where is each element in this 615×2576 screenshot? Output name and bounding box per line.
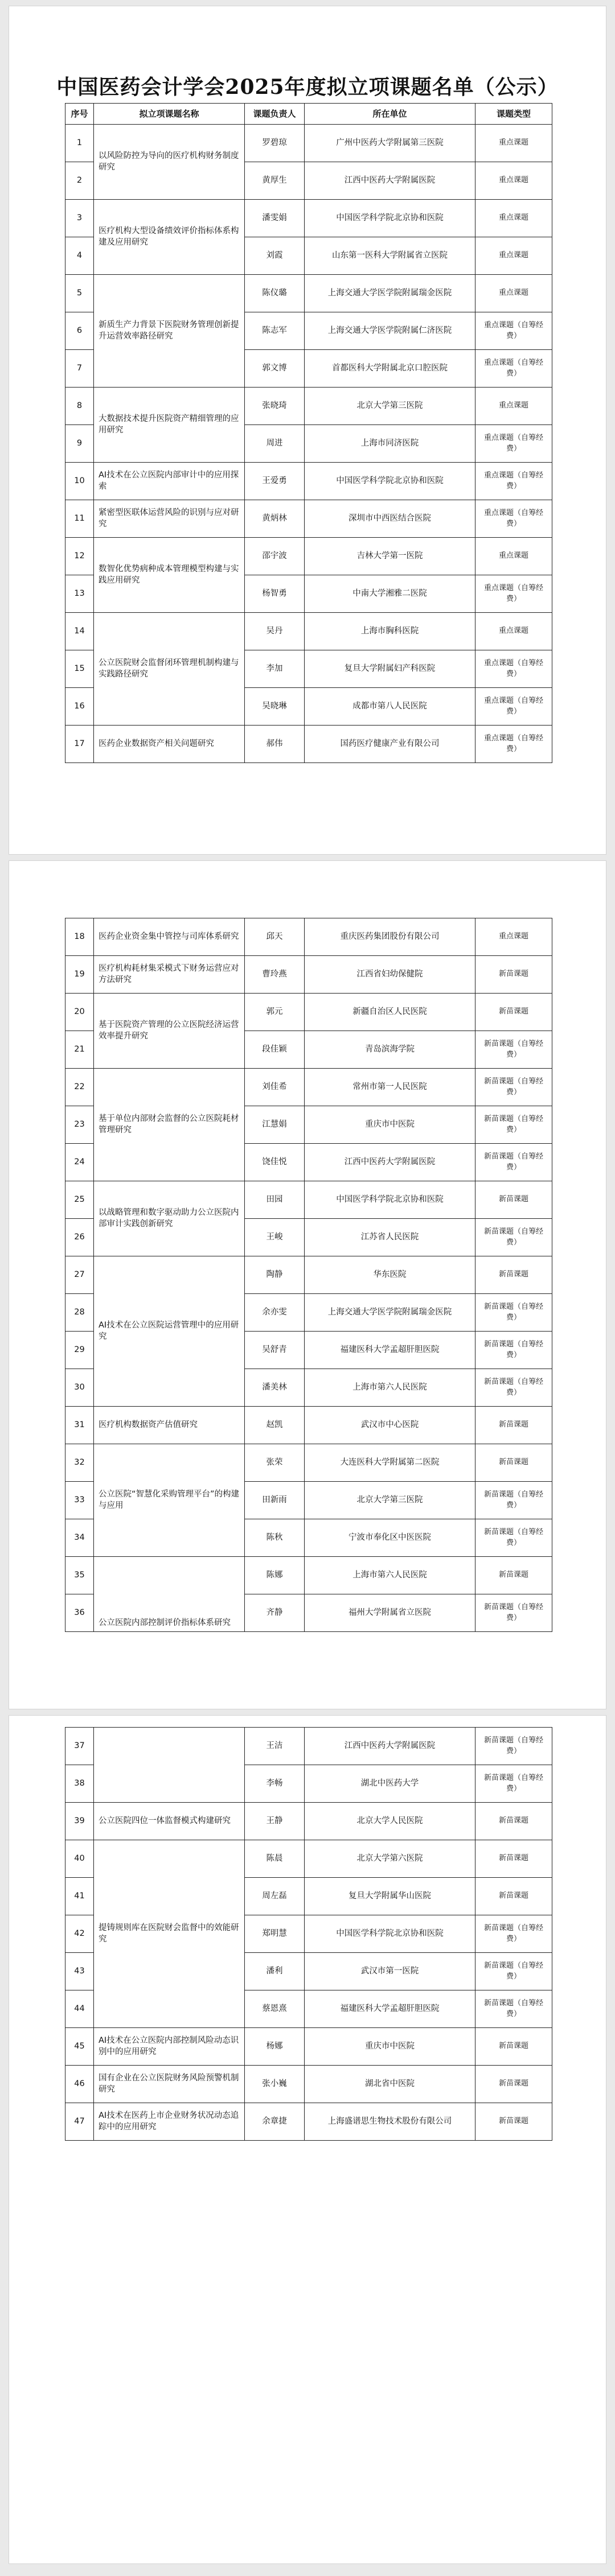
row-lead: 田园 [245, 1181, 305, 1219]
project-table-page-2 [65, 918, 552, 1632]
topic-cell: AI技术在医药上市企业财务状况动态追踪中的应用研究 [94, 2103, 245, 2141]
row-no: 40 [65, 1840, 94, 1878]
row-unit: 北京大学第三医院 [305, 388, 475, 425]
row-type: 新苗课题（自筹经费） [475, 1144, 552, 1181]
row-no: 14 [65, 613, 94, 650]
row-unit: 江西中医药大学附属医院 [305, 1728, 475, 1765]
row-lead: 杨娜 [245, 2028, 305, 2066]
row-no: 4 [65, 237, 94, 275]
row-no: 35 [65, 1557, 94, 1594]
document-title: 中国医药会计学会2025年度拟立项课题名单（公示） [56, 75, 559, 99]
row-unit: 北京大学第三医院 [305, 1482, 475, 1519]
row-unit: 上海交通大学医学院附属仁济医院 [305, 312, 475, 350]
row-unit: 上海交通大学医学院附属瑞金医院 [305, 275, 475, 312]
row-lead: 段佳颖 [245, 1031, 305, 1069]
row-type: 新苗课题（自筹经费） [475, 1219, 552, 1256]
row-type: 重点课题（自筹经费） [475, 575, 552, 613]
row-unit: 中国医学科学院北京协和医院 [305, 200, 475, 237]
row-no: 30 [65, 1369, 94, 1407]
table-row [65, 1728, 552, 1765]
row-type: 新苗课题（自筹经费） [475, 1765, 552, 1803]
row-no: 28 [65, 1294, 94, 1332]
row-unit: 成都市第八人民医院 [305, 688, 475, 726]
row-type: 新苗课题（自筹经费） [475, 1990, 552, 2028]
row-unit: 湖北省中医院 [305, 2066, 475, 2103]
row-unit: 复旦大学附属华山医院 [305, 1878, 475, 1915]
table-row [65, 125, 552, 162]
row-unit: 上海交通大学医学院附属瑞金医院 [305, 1294, 475, 1332]
row-unit: 青岛滨海学院 [305, 1031, 475, 1069]
row-no: 25 [65, 1181, 94, 1219]
row-lead: 刘佳希 [245, 1069, 305, 1106]
row-no: 46 [65, 2066, 94, 2103]
project-table-page-1 [65, 103, 552, 763]
header-unit: 所在单位 [305, 104, 475, 125]
row-type: 新苗课题（自筹经费） [475, 1519, 552, 1557]
table-row [65, 1444, 552, 1482]
topic-cell: 紧密型医联体运营风险的识别与应对研究 [94, 500, 245, 538]
row-unit: 广州中医药大学附属第三医院 [305, 125, 475, 162]
topic-cell-continued [94, 1728, 245, 1803]
row-no: 34 [65, 1519, 94, 1557]
row-no: 11 [65, 500, 94, 538]
row-lead: 郝伟 [245, 726, 305, 763]
topic-cell: 医疗机构耗材集采模式下财务运营应对方法研究 [94, 956, 245, 994]
row-lead: 周左磊 [245, 1878, 305, 1915]
topic-cell: 医疗机构大型设备绩效评价指标体系构建及应用研究 [94, 200, 245, 275]
row-lead: 张荣 [245, 1444, 305, 1482]
row-unit: 重庆市中医院 [305, 2028, 475, 2066]
table-row [65, 1181, 552, 1219]
row-no: 41 [65, 1878, 94, 1915]
row-no: 16 [65, 688, 94, 726]
row-no: 10 [65, 463, 94, 500]
topic-cell: 公立医院财会监督闭环管理机制构建与实践路径研究 [94, 613, 245, 726]
row-no: 39 [65, 1803, 94, 1840]
table-row [65, 1557, 552, 1594]
row-lead: 李加 [245, 650, 305, 688]
row-no: 6 [65, 312, 94, 350]
topic-cell: 新质生产力背景下医院财务管理创新提升运营效率路径研究 [94, 275, 245, 388]
row-lead: 吴舒青 [245, 1332, 305, 1369]
row-lead: 田新雨 [245, 1482, 305, 1519]
row-type: 新苗课题 [475, 1840, 552, 1878]
row-type: 新苗课题 [475, 2028, 552, 2066]
topic-cell: 公立医院“智慧化采购管理平台”的构建与应用 [94, 1444, 245, 1557]
row-type: 重点课题（自筹经费） [475, 463, 552, 500]
table-row [65, 918, 552, 956]
row-lead: 刘霞 [245, 237, 305, 275]
topic-cell: 公立医院四位一体监督模式构建研究 [94, 1803, 245, 1840]
row-lead: 陈晨 [245, 1840, 305, 1878]
row-type: 新苗课题 [475, 2103, 552, 2141]
row-lead: 饶佳悦 [245, 1144, 305, 1181]
row-no: 43 [65, 1953, 94, 1990]
row-unit: 江西中医药大学附属医院 [305, 162, 475, 200]
row-type: 重点课题 [475, 200, 552, 237]
table-row [65, 200, 552, 237]
row-lead: 郑明慧 [245, 1915, 305, 1953]
row-no: 27 [65, 1256, 94, 1294]
row-unit: 福建医科大学孟超肝胆医院 [305, 1332, 475, 1369]
row-type: 新苗课题 [475, 1407, 552, 1444]
document-page-2 [9, 860, 606, 1709]
table-row [65, 1803, 552, 1840]
row-type: 新苗课题 [475, 2066, 552, 2103]
row-no: 19 [65, 956, 94, 994]
row-type: 重点课题 [475, 162, 552, 200]
row-type: 新苗课题 [475, 1803, 552, 1840]
row-unit: 湖北中医药大学 [305, 1765, 475, 1803]
row-no: 37 [65, 1728, 94, 1765]
row-lead: 杨智勇 [245, 575, 305, 613]
row-unit: 中国医学科学院北京协和医院 [305, 1181, 475, 1219]
row-lead: 黄炳林 [245, 500, 305, 538]
row-unit: 大连医科大学附属第二医院 [305, 1444, 475, 1482]
topic-cell: 提铸规则库在医院财会监督中的效能研究 [94, 1840, 245, 2028]
row-type: 新苗课题（自筹经费） [475, 1728, 552, 1765]
row-unit: 江西省妇幼保健院 [305, 956, 475, 994]
row-type: 新苗课题（自筹经费） [475, 1031, 552, 1069]
row-no: 23 [65, 1106, 94, 1144]
row-type: 重点课题 [475, 918, 552, 956]
row-lead: 余章捷 [245, 2103, 305, 2141]
row-unit: 国药医疗健康产业有限公司 [305, 726, 475, 763]
row-lead: 陈志军 [245, 312, 305, 350]
row-type: 新苗课题 [475, 1878, 552, 1915]
row-no: 32 [65, 1444, 94, 1482]
row-unit: 北京大学第六医院 [305, 1840, 475, 1878]
row-type: 新苗课题 [475, 1444, 552, 1482]
row-lead: 陈秋 [245, 1519, 305, 1557]
row-lead: 曹玲燕 [245, 956, 305, 994]
topic-cell: 基于医院资产管理的公立医院经济运营效率提升研究 [94, 994, 245, 1069]
row-type: 重点课题（自筹经费） [475, 312, 552, 350]
row-no: 22 [65, 1069, 94, 1106]
row-no: 26 [65, 1219, 94, 1256]
row-type: 重点课题（自筹经费） [475, 726, 552, 763]
row-type: 新苗课题 [475, 1181, 552, 1219]
row-lead: 潘雯娟 [245, 200, 305, 237]
row-no: 13 [65, 575, 94, 613]
row-no: 33 [65, 1482, 94, 1519]
table-row [65, 2066, 552, 2103]
row-type: 新苗课题（自筹经费） [475, 1069, 552, 1106]
row-lead: 王静 [245, 1803, 305, 1840]
table-row [65, 1407, 552, 1444]
row-type: 重点课题（自筹经费） [475, 425, 552, 463]
row-no: 5 [65, 275, 94, 312]
table-row [65, 1256, 552, 1294]
row-type: 新苗课题（自筹经费） [475, 1294, 552, 1332]
row-no: 45 [65, 2028, 94, 2066]
row-unit: 深圳市中西医结合医院 [305, 500, 475, 538]
row-lead: 王爱勇 [245, 463, 305, 500]
topic-cell: 医药企业资金集中管控与司库体系研究 [94, 918, 245, 956]
table-row [65, 388, 552, 425]
row-lead: 陶静 [245, 1256, 305, 1294]
row-no: 42 [65, 1915, 94, 1953]
table-row [65, 500, 552, 538]
table-row [65, 275, 552, 312]
row-no: 15 [65, 650, 94, 688]
row-type: 新苗课题（自筹经费） [475, 1369, 552, 1407]
topic-cell: 国有企业在公立医院财务风险预警机制研究 [94, 2066, 245, 2103]
topic-cell: 医药企业数据资产相关问题研究 [94, 726, 245, 763]
row-lead: 郭元 [245, 994, 305, 1031]
row-unit: 常州市第一人民医院 [305, 1069, 475, 1106]
row-unit: 江西中医药大学附属医院 [305, 1144, 475, 1181]
table-row [65, 994, 552, 1031]
row-type: 重点课题（自筹经费） [475, 500, 552, 538]
row-unit: 福州大学附属省立医院 [305, 1594, 475, 1632]
row-type: 新苗课题（自筹经费） [475, 1482, 552, 1519]
topic-cell: 以战略管理和数字驱动助力公立医院内部审计实践创新研究 [94, 1181, 245, 1256]
row-no: 12 [65, 538, 94, 575]
row-unit: 首都医科大学附属北京口腔医院 [305, 350, 475, 388]
row-lead: 李畅 [245, 1765, 305, 1803]
row-unit: 华东医院 [305, 1256, 475, 1294]
row-unit: 复旦大学附属妇产科医院 [305, 650, 475, 688]
row-no: 3 [65, 200, 94, 237]
row-lead: 王洁 [245, 1728, 305, 1765]
table-row [65, 463, 552, 500]
topic-cell: 公立医院内部控制评价指标体系研究 [94, 1557, 245, 1632]
row-lead: 陈仪璐 [245, 275, 305, 312]
table-row [65, 2028, 552, 2066]
row-no: 38 [65, 1765, 94, 1803]
row-unit: 山东第一医科大学附属省立医院 [305, 237, 475, 275]
row-lead: 吴丹 [245, 613, 305, 650]
row-lead: 潘美林 [245, 1369, 305, 1407]
row-lead: 黄厚生 [245, 162, 305, 200]
row-lead: 王峻 [245, 1219, 305, 1256]
header-type: 课题类型 [475, 104, 552, 125]
row-unit: 吉林大学第一医院 [305, 538, 475, 575]
row-lead: 潘利 [245, 1953, 305, 1990]
row-no: 36 [65, 1594, 94, 1632]
row-type: 重点课题 [475, 275, 552, 312]
document-page-3 [9, 1715, 606, 2564]
row-lead: 齐静 [245, 1594, 305, 1632]
row-type: 重点课题 [475, 388, 552, 425]
table-row [65, 613, 552, 650]
row-lead: 余亦雯 [245, 1294, 305, 1332]
row-lead: 周进 [245, 425, 305, 463]
row-no: 29 [65, 1332, 94, 1369]
topic-cell: 医疗机构数据资产估值研究 [94, 1407, 245, 1444]
row-unit: 江苏省人民医院 [305, 1219, 475, 1256]
row-unit: 新疆自治区人民医院 [305, 994, 475, 1031]
row-no: 17 [65, 726, 94, 763]
row-no: 31 [65, 1407, 94, 1444]
row-unit: 宁波市奉化区中医医院 [305, 1519, 475, 1557]
row-type: 新苗课题 [475, 994, 552, 1031]
row-no: 9 [65, 425, 94, 463]
row-unit: 上海市同济医院 [305, 425, 475, 463]
topic-cell: AI技术在公立医院运营管理中的应用研究 [94, 1256, 245, 1407]
table-row [65, 538, 552, 575]
row-lead: 邱天 [245, 918, 305, 956]
row-type: 新苗课题（自筹经费） [475, 1594, 552, 1632]
table-row [65, 726, 552, 763]
row-unit: 上海盛谱思生物技术股份有限公司 [305, 2103, 475, 2141]
row-lead: 张晓琦 [245, 388, 305, 425]
topic-cell: 基于单位内部财会监督的公立医院耗材管理研究 [94, 1069, 245, 1181]
row-no: 8 [65, 388, 94, 425]
row-no: 47 [65, 2103, 94, 2141]
table-row [65, 2103, 552, 2141]
topic-cell: 大数据技术提升医院资产精细管理的应用研究 [94, 388, 245, 463]
row-type: 重点课题（自筹经费） [475, 650, 552, 688]
row-type: 重点课题（自筹经费） [475, 350, 552, 388]
row-unit: 福建医科大学孟超肝胆医院 [305, 1990, 475, 2028]
row-type: 新苗课题 [475, 1557, 552, 1594]
table-row [65, 1840, 552, 1878]
row-unit: 重庆市中医院 [305, 1106, 475, 1144]
row-lead: 陈娜 [245, 1557, 305, 1594]
row-lead: 蔡恩熹 [245, 1990, 305, 2028]
row-type: 新苗课题（自筹经费） [475, 1106, 552, 1144]
row-no: 18 [65, 918, 94, 956]
row-unit: 中国医学科学院北京协和医院 [305, 463, 475, 500]
row-no: 7 [65, 350, 94, 388]
table-header-row [65, 104, 552, 125]
row-type: 重点课题 [475, 125, 552, 162]
row-unit: 重庆医药集团股份有限公司 [305, 918, 475, 956]
row-no: 24 [65, 1144, 94, 1181]
row-type: 重点课题 [475, 237, 552, 275]
row-unit: 上海市第六人民医院 [305, 1369, 475, 1407]
header-lead: 课题负责人 [245, 104, 305, 125]
table-row [65, 956, 552, 994]
row-unit: 北京大学人民医院 [305, 1803, 475, 1840]
row-unit: 武汉市中心医院 [305, 1407, 475, 1444]
row-type: 新苗课题（自筹经费） [475, 1915, 552, 1953]
topic-cell: AI技术在公立医院内部控制风险动态识别中的应用研究 [94, 2028, 245, 2066]
topic-cell: 数智化优势病种成本管理模型构建与实践应用研究 [94, 538, 245, 613]
row-unit: 中国医学科学院北京协和医院 [305, 1915, 475, 1953]
topic-cell: 以风险防控为导向的医疗机构财务制度研究 [94, 125, 245, 200]
document-page-1 [9, 6, 606, 855]
row-no: 2 [65, 162, 94, 200]
row-lead: 邵宇波 [245, 538, 305, 575]
row-lead: 赵凯 [245, 1407, 305, 1444]
row-lead: 吴晓琳 [245, 688, 305, 726]
row-lead: 江慧娟 [245, 1106, 305, 1144]
row-type: 重点课题（自筹经费） [475, 688, 552, 726]
row-unit: 上海市第六人民医院 [305, 1557, 475, 1594]
row-no: 44 [65, 1990, 94, 2028]
row-type: 重点课题 [475, 613, 552, 650]
row-type: 新苗课题 [475, 1256, 552, 1294]
row-type: 新苗课题（自筹经费） [475, 1953, 552, 1990]
row-unit: 上海市胸科医院 [305, 613, 475, 650]
table-row [65, 1069, 552, 1106]
row-no: 21 [65, 1031, 94, 1069]
topic-cell: AI技术在公立医院内部审计中的应用探索 [94, 463, 245, 500]
header-no: 序号 [65, 104, 94, 125]
header-topic: 拟立项课题名称 [94, 104, 245, 125]
row-lead: 张小巍 [245, 2066, 305, 2103]
row-type: 重点课题 [475, 538, 552, 575]
row-unit: 武汉市第一医院 [305, 1953, 475, 1990]
row-type: 新苗课题 [475, 956, 552, 994]
row-type: 新苗课题（自筹经费） [475, 1332, 552, 1369]
project-table-page-3 [65, 1727, 552, 2141]
row-lead: 郭文博 [245, 350, 305, 388]
row-no: 1 [65, 125, 94, 162]
row-unit: 中南大学湘雅二医院 [305, 575, 475, 613]
row-no: 20 [65, 994, 94, 1031]
row-lead: 罗碧琼 [245, 125, 305, 162]
